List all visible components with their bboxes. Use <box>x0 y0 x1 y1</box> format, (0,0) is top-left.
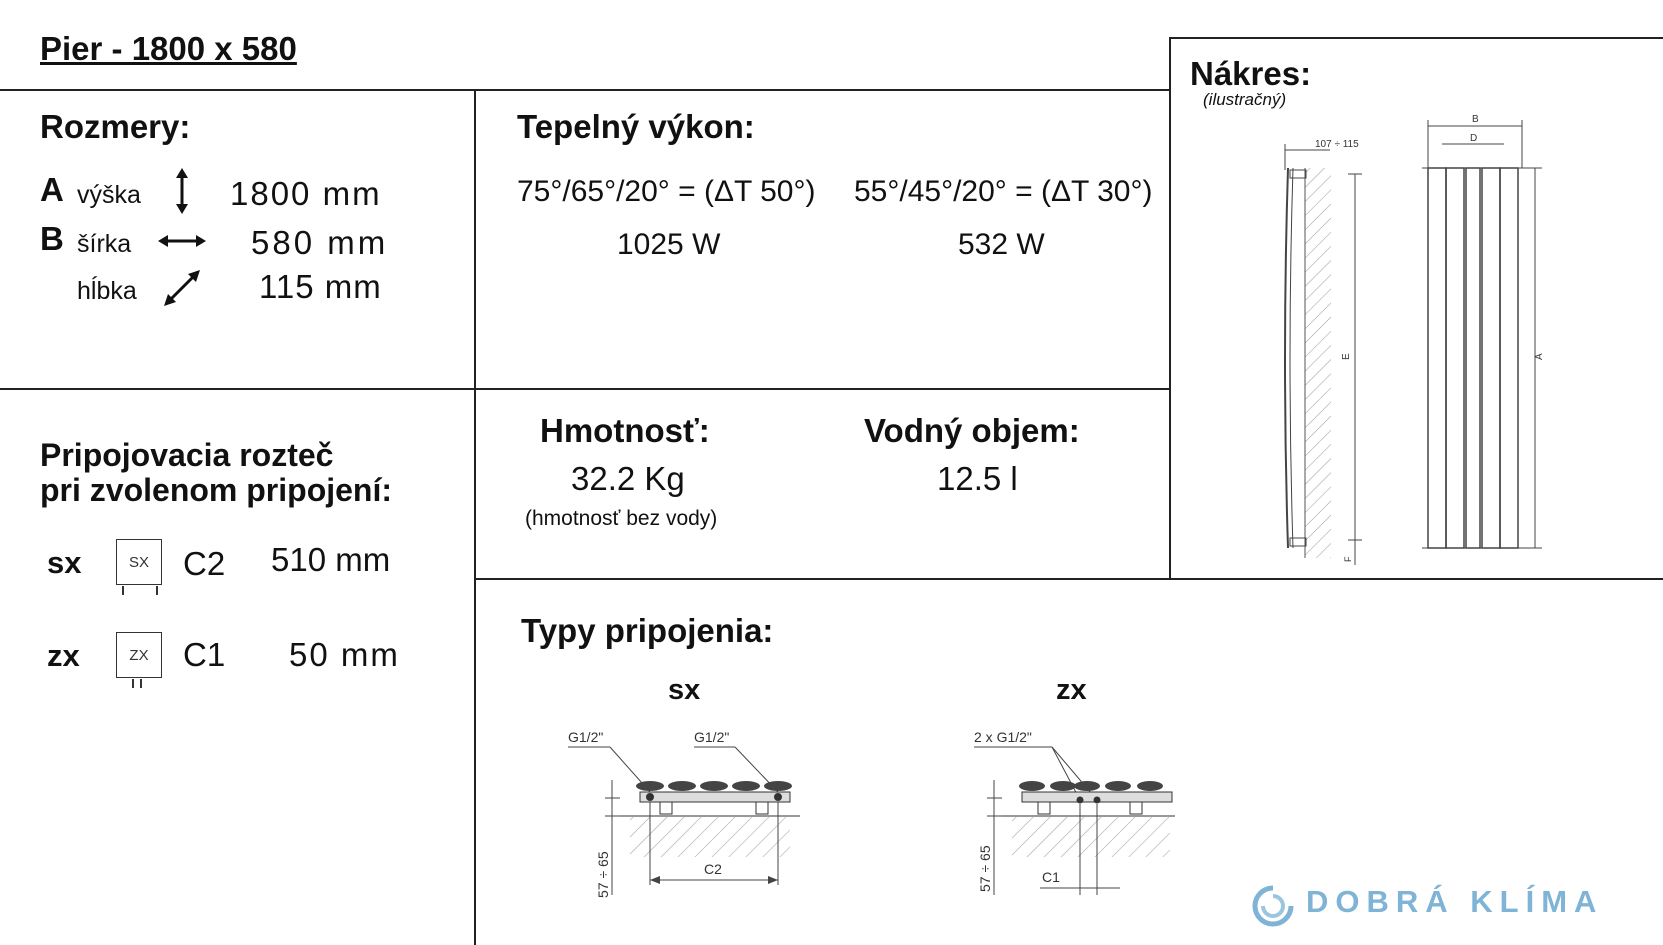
sx-pins-icon <box>118 586 164 598</box>
spacing-heading-1: Pripojovacia rozteč <box>40 437 334 473</box>
horizontal-arrow-icon <box>158 231 206 251</box>
sx-label-g2: G1/2" <box>694 729 730 745</box>
zx-c-label: C1 <box>1042 869 1060 885</box>
dimensions-heading: Rozmery: <box>40 108 191 145</box>
spacing-c-zx: C1 <box>183 636 226 673</box>
zx-dim-label: 57 ÷ 65 <box>977 845 993 892</box>
sx-label-g1: G1/2" <box>568 729 604 745</box>
connections-heading: Typy pripojenia: <box>521 612 774 649</box>
thermal-heading: Tepelný výkon: <box>517 108 755 145</box>
dim-value-height: 1800 mm <box>230 175 382 212</box>
sx-box-label: SX <box>128 553 149 571</box>
weight-heading: Hmotnosť: <box>540 412 710 449</box>
volume-value: 12.5 l <box>937 460 1018 497</box>
drawing-label-f: F <box>1343 556 1353 562</box>
weight-note: (hmotnosť bez vody) <box>525 507 718 530</box>
drawing-label-b: B <box>1472 114 1479 125</box>
radiator-drawing <box>1170 110 1570 570</box>
sx-connection-icon <box>116 539 162 585</box>
page-title: Pier - 1800 x 580 <box>40 30 297 67</box>
thermal-value-2: 532 W <box>958 228 1045 261</box>
drawing-heading: Nákres: <box>1190 55 1312 92</box>
company-logo-text: DOBRÁ KLÍMA <box>1306 884 1604 919</box>
drawing-label-e: E <box>1341 353 1352 360</box>
dim-letter-a: A <box>40 171 64 208</box>
logo-icon <box>1252 885 1294 927</box>
connection-label-zx: zx <box>1056 674 1087 706</box>
dim-label-width: šírka <box>77 230 132 258</box>
weight-value: 32.2 Kg <box>571 460 685 497</box>
thermal-value-1: 1025 W <box>617 228 721 261</box>
sx-c-label: C2 <box>704 861 722 877</box>
divider-lower <box>474 578 1663 580</box>
drawing-label-d: D <box>1470 133 1478 144</box>
divider-top <box>0 89 1170 91</box>
drawing-subheading: (ilustračný) <box>1203 90 1287 109</box>
spacing-c-sx: C2 <box>183 545 226 582</box>
spacing-value-sx: 510 mm <box>271 541 391 578</box>
vertical-arrow-icon <box>172 168 192 214</box>
dim-label-height: výška <box>77 181 141 209</box>
spacing-heading-2: pri zvolenom pripojení: <box>40 472 393 508</box>
connection-label-sx: sx <box>668 674 701 706</box>
dim-letter-b: B <box>40 220 64 257</box>
zx-label-g: 2 x G1/2" <box>974 729 1032 745</box>
thermal-condition-1: 75°/65°/20° = (ΔT 50°) <box>517 175 816 208</box>
spacing-code-sx: sx <box>47 545 82 580</box>
thermal-condition-2: 55°/45°/20° = (ΔT 30°) <box>854 175 1153 208</box>
divider-vertical <box>474 89 476 945</box>
zx-box-label: ZX <box>129 646 149 664</box>
spacing-value-zx: 50 mm <box>289 636 400 673</box>
sx-connection-diagram <box>560 720 810 905</box>
dim-value-width: 580 mm <box>251 224 389 261</box>
drawing-label-a: A <box>1534 353 1545 360</box>
zx-pins-icon <box>128 679 148 691</box>
zx-connection-diagram <box>960 720 1190 905</box>
divider-mid <box>0 388 1170 390</box>
dim-value-depth: 115 mm <box>259 268 382 305</box>
volume-heading: Vodný objem: <box>864 412 1080 449</box>
drawing-dim-depth: 107 ÷ 115 <box>1315 139 1359 150</box>
sx-dim-label: 57 ÷ 65 <box>595 851 611 898</box>
zx-connection-icon <box>116 632 162 678</box>
spacing-code-zx: zx <box>47 638 80 673</box>
dim-label-depth: hĺbka <box>77 277 137 305</box>
diagonal-arrow-icon <box>162 268 202 308</box>
divider-drawing-top <box>1169 37 1663 39</box>
